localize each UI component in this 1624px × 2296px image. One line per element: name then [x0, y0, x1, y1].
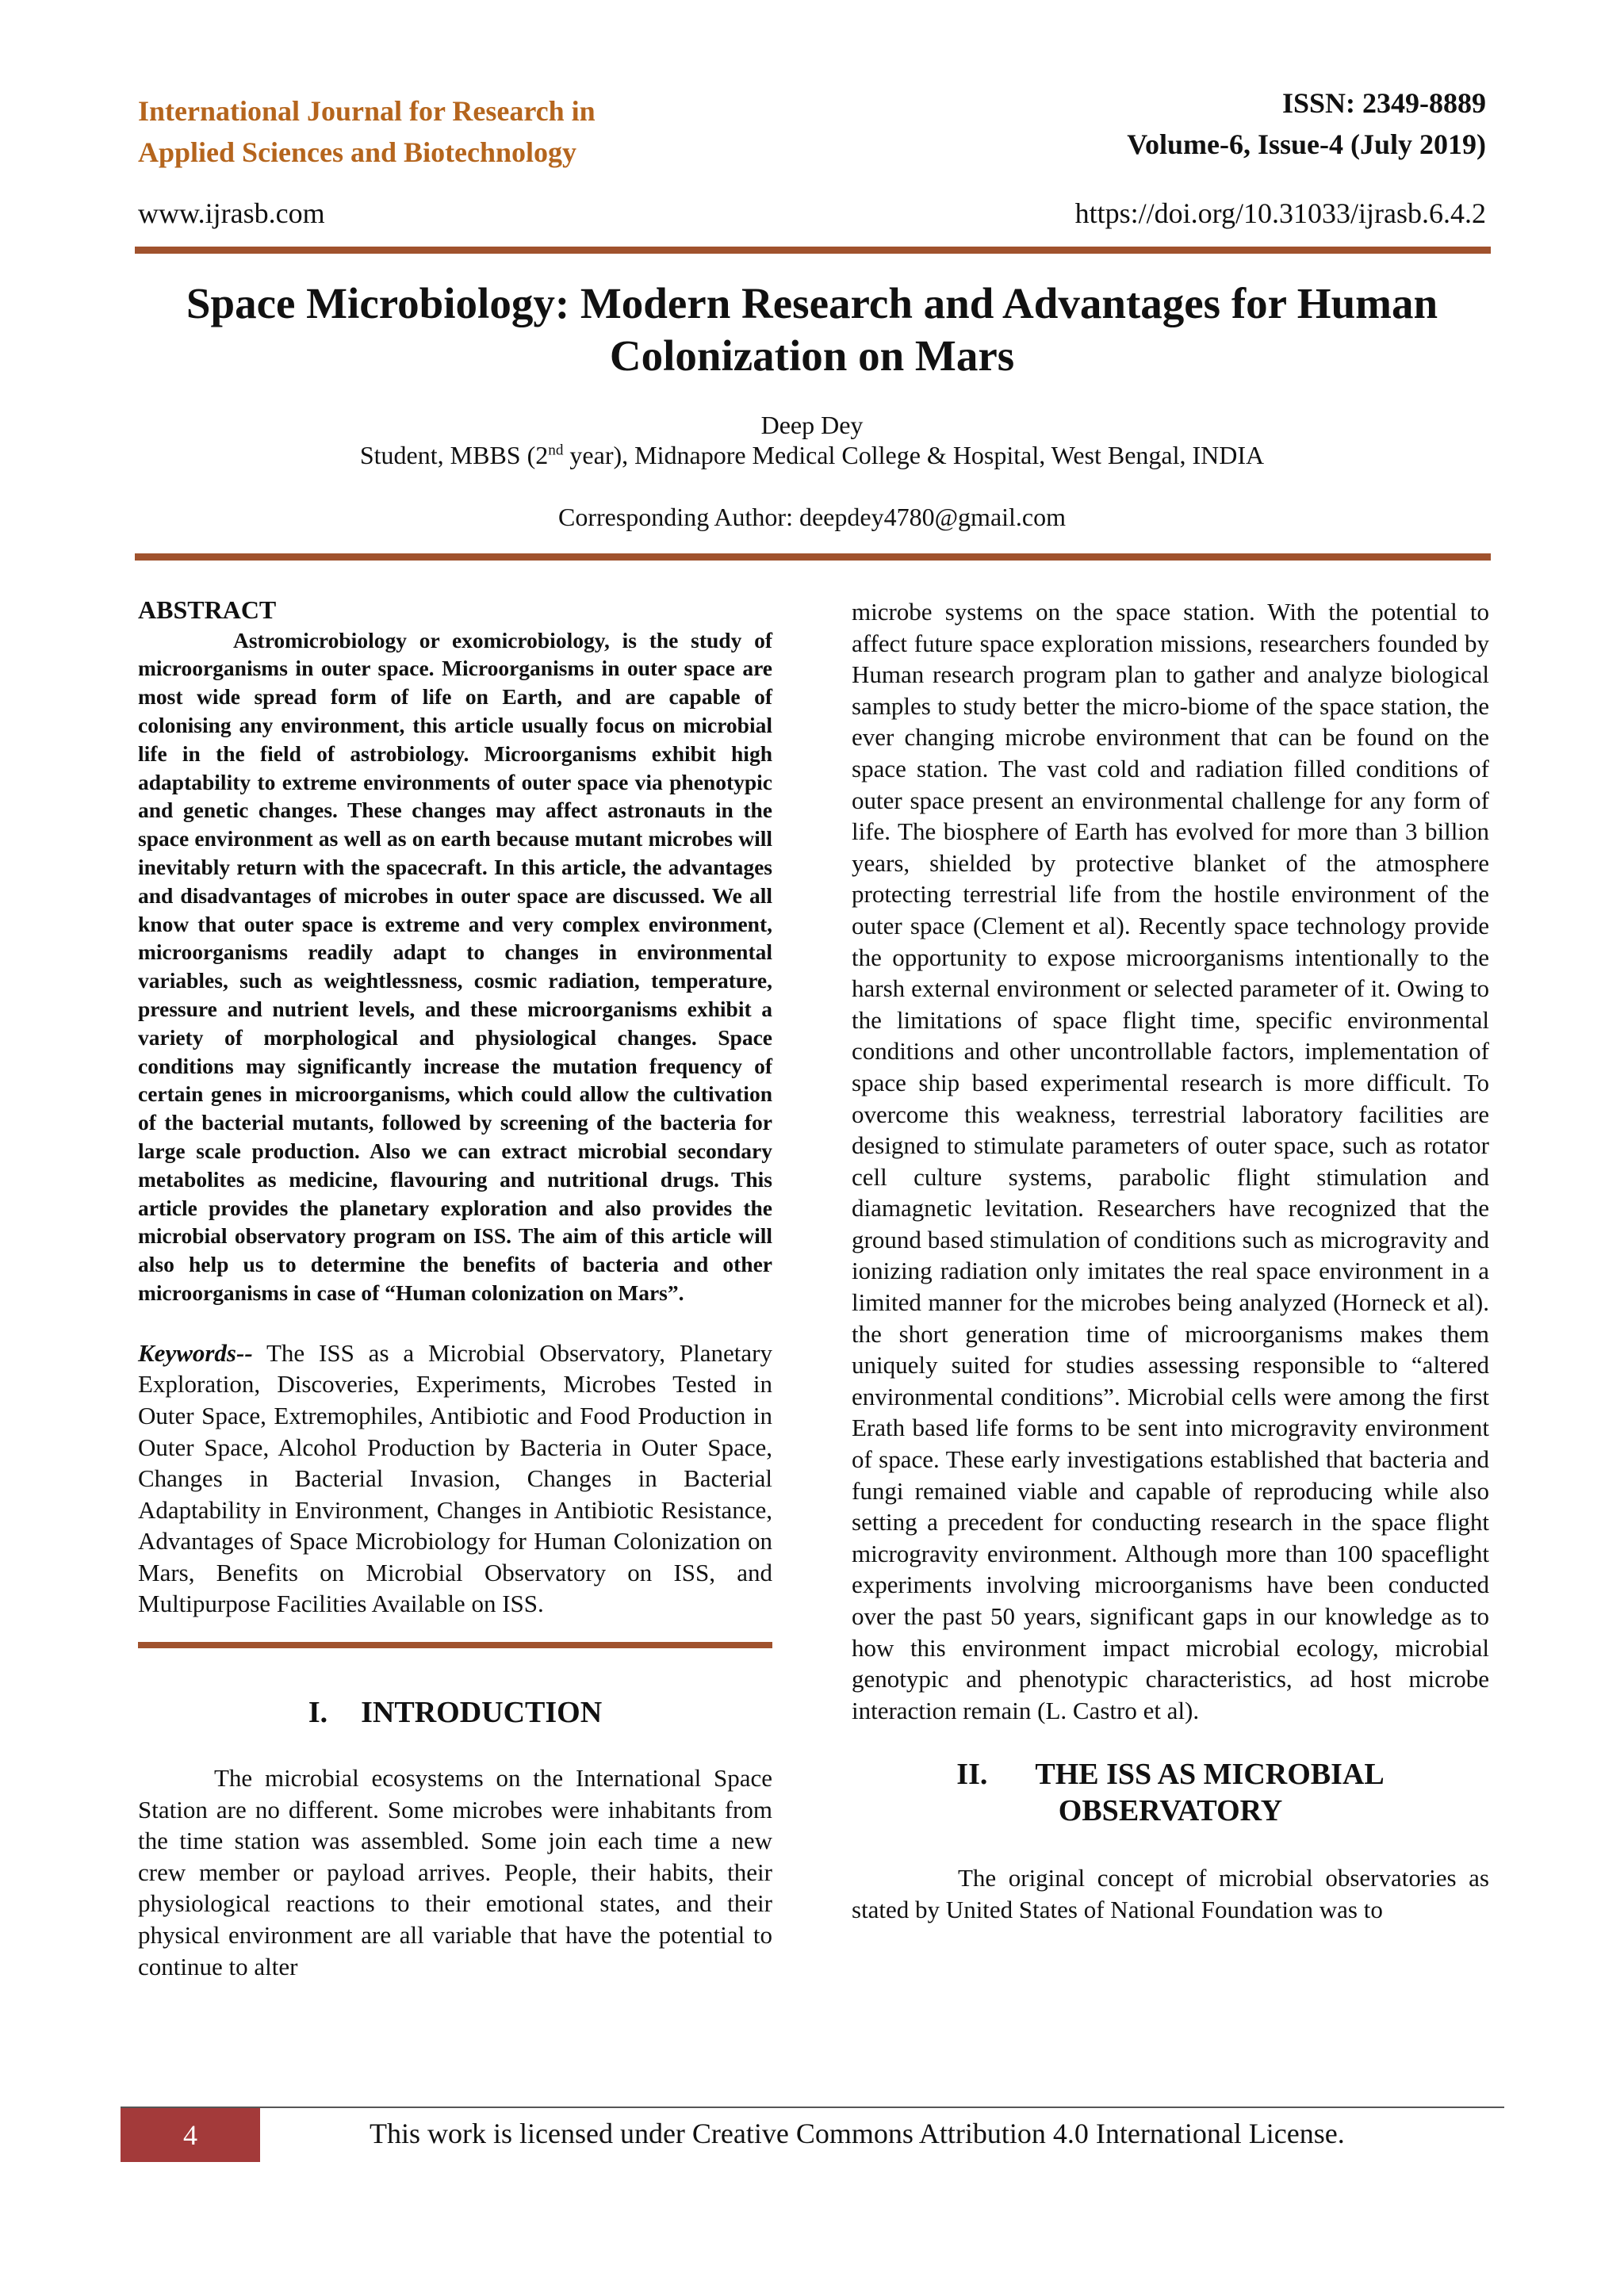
- header-divider: [135, 247, 1491, 254]
- journal-website-link[interactable]: www.ijrasb.com: [138, 197, 325, 229]
- section-heading-introduction: [138, 1694, 772, 1731]
- keywords-text: The ISS as a Microbial Observatory, Planetary Exploration, Discoveries, Experiments, Microbes Tested in Outer Space, Extremophiles, Antibiotic and Food Production in Outer Space, Alcohol Production by Bacteria in Outer Space, Changes in Bacterial Invasion, Changes in Bacterial Adaptability in Environment, Changes in Antibiotic Resistance, Advantages of Space Microbiology for Human Colonization on Mars, Benefits on Microbial Observatory on ISS, and Multipurpose Facilities Available on ISS.: [138, 1338, 772, 1618]
- author-affiliation: [0, 439, 1624, 471]
- section-heading-line1: [852, 1756, 1489, 1793]
- page-number: 4: [121, 2108, 260, 2162]
- issue-info: [931, 82, 1486, 165]
- keywords-label: Keywords--: [138, 1338, 253, 1367]
- left-column: [138, 595, 772, 1982]
- abstract-heading: ABSTRACT: [138, 595, 277, 624]
- iss-observatory-paragraph: The original concept of microbial observatories as stated by United States of National Foundation was to: [852, 1864, 1489, 1923]
- affiliation-prefix: Student, MBBS (2: [359, 441, 549, 469]
- introduction-paragraph: The microbial ecosystems on the International Space Station are no different. Some microbes were inhabitants from the time station was assembled. Some join each time a new crew member or payload arrives. People, their habits, their physiological reactions to their emotional states, and their physical environment are all variable that have the potential to continue to alter: [138, 1764, 772, 1980]
- introduction-paragraph-continued: microbe systems on the space station. With the potential to affect future space exploration missions, researchers founded by Human research program plan to gather and analyze biological samples to study better the micro-biome of the space station, the ever changing microbe environment that can be found on the space station. The vast cold and radiation filled conditions of outer space present an environmental challenge for any form of life. The biosphere of Earth has evolved for more than 3 billion years, shielded by protective blanket of the atmosphere protecting terrestrial life from the hostile environment of the outer space (Clement et al). Recently space technology provide the opportunity to expose microorganisms intentionally to the harsh external environment or selected parameter of it. Owing to the limitations of space flight time, specific environmental conditions and other uncontrollable factors, implementation of space ship based experimental research is more difficult. To overcome this weakness, terrestrial laboratory facilities are designed to stimulate parameters of outer space, such as rotator cell culture systems, parabolic flight stimulation and diamagnetic levitation. Researchers have recognized that the ground based stimulation of conditions such as microgravity and ionizing radiation only imitates the real space environment in a limited manner for the microbes being analyzed (Horneck et al). the short generation time of microorganisms makes them uniquely suited for studies assessing responsible to “altered environmental conditions”. Microbial cells were among the first Erath based life forms to be sent into microgravity environment of space. These early investigations established that bacteria and fungi remained viable and capable of reproducing while also setting a precedent for conducting research in the space flight microgravity environment. Although more than 100 spaceflight experiments involving microorganisms have been conducted over the past 50 years, significant gaps in our knowledge as to how this environment impact microbial ecology, microbial genotypic and phenotypic characteristics, ad host microbe interaction remain (L. Castro et al).: [852, 598, 1489, 1724]
- footer-divider: [121, 2107, 1504, 2108]
- corresponding-author: Corresponding Author: deepdey4780@gmail.com: [557, 503, 1067, 531]
- journal-name: [138, 90, 693, 173]
- issn: ISSN: 2349-8889: [1281, 87, 1486, 119]
- paper-title: Space Microbiology: Modern Research and Advantages for Human Colonization on Mars: [186, 279, 1438, 380]
- section-number: I.: [308, 1696, 328, 1730]
- section-heading-iss-observatory: [852, 1756, 1489, 1829]
- journal-name-line1: International Journal for Research in: [138, 95, 596, 127]
- section-title-line1: THE ISS AS MICROBIAL: [1035, 1758, 1385, 1792]
- doi-link[interactable]: https://doi.org/10.31033/ijrasb.6.4.2: [1074, 197, 1486, 229]
- keywords: [138, 1337, 772, 1620]
- affiliation-superscript: nd: [548, 442, 564, 459]
- section-title-line2: OBSERVATORY: [1058, 1794, 1283, 1828]
- right-column: [852, 596, 1489, 1926]
- journal-name-line2: Applied Sciences and Biotechnology: [138, 136, 577, 168]
- author-name: Deep Dey: [760, 411, 864, 439]
- title-divider: [135, 553, 1491, 561]
- volume-issue: Volume-6, Issue-4 (July 2019): [1127, 128, 1486, 160]
- section-title: INTRODUCTION: [361, 1696, 603, 1730]
- abstract-divider: [138, 1642, 772, 1648]
- affiliation-suffix: year), Midnapore Medical College & Hospital, West Bengal, INDIA: [563, 441, 1265, 469]
- abstract-text: Astromicrobiology or exomicrobiology, is the study of microorganisms in outer space. Microorganisms in outer space are most wide spread form of life on Earth, and are capable of colonising any environment, this article usually focus on microbial life in the field of astrobiology. Microorganisms exhibit high adaptability to extreme environments of outer space via phenotypic and genetic changes. These changes may affect astronauts in the space environment as well as on earth because mutant microbes will inevitably return with the spacecraft. In this article, the advantages and disadvantages of microbes in outer space are discussed. We all know that outer space is extreme and very complex environment, microorganisms readily adapt to changes in environmental variables, such as weightlessness, cosmic radiation, temperature, pressure and nutrient levels, and these microorganisms exhibit a variety of morphological and physiological changes. Space conditions may significantly increase the mutation frequency of certain genes in microorganisms, which could allow the cultivation of the bacterial mutants, followed by screening of the bacteria for large scale production. Also we can extract microbial secondary metabolites as medicine, flavouring and nutritional drugs. This article provides the planetary exploration and also provides the microbial observatory program on ISS. The aim of this article will also help us to determine the benefits of bacteria and other microorganisms in case of “Human colonization on Mars”.: [138, 627, 772, 1305]
- section-number: II.: [956, 1758, 988, 1792]
- license-notice[interactable]: This work is licensed under Creative Commons Attribution 4.0 International License.: [370, 2118, 1345, 2149]
